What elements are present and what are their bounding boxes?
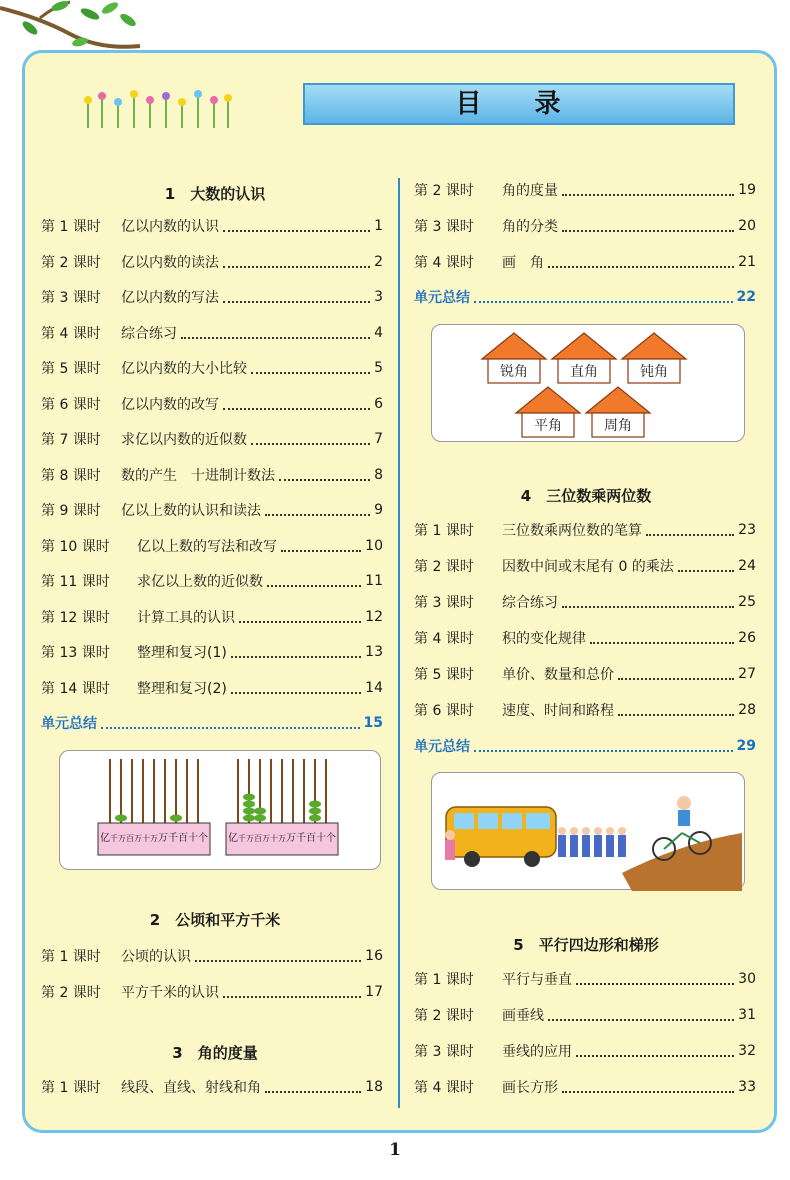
toc-entry[interactable] — [41, 393, 383, 415]
toc-entry[interactable] — [41, 606, 383, 628]
lesson-number: 第 8 课时 — [41, 468, 101, 484]
lesson-topic: 垂线的应用 — [502, 1044, 572, 1060]
lesson-topic: 平方千米的认识 — [121, 985, 219, 1001]
lesson-number: 第 4 课时 — [414, 631, 474, 647]
place-label: 万 — [286, 833, 296, 844]
lesson-topic: 求亿以上数的近似数 — [137, 574, 263, 590]
leader-dots — [101, 727, 360, 729]
leader-dots — [181, 337, 370, 339]
lesson-number: 第 12 课时 — [41, 610, 110, 626]
lesson-number: 第 1 课时 — [414, 972, 474, 988]
leader-dots — [281, 550, 361, 552]
place-label: 百 — [306, 833, 316, 844]
leader-dots — [251, 372, 370, 374]
leader-dots — [265, 1091, 361, 1093]
page-ref: 24 — [738, 558, 756, 574]
page-ref: 7 — [374, 431, 383, 447]
lesson-topic: 亿以内数的大小比较 — [121, 361, 247, 377]
leader-dots — [474, 750, 733, 752]
place-label: 千 — [296, 833, 306, 844]
tree-branch-decoration — [0, 0, 150, 55]
leader-dots — [646, 534, 734, 536]
lesson-number: 第 2 课时 — [41, 985, 101, 1001]
lesson-topic: 角的分类 — [502, 219, 558, 235]
lesson-topic: 亿以内数的读法 — [121, 255, 219, 271]
toc-entry[interactable] — [41, 286, 383, 308]
leader-dots — [562, 606, 734, 608]
page-ref: 17 — [365, 984, 383, 1000]
toc-entry[interactable] — [41, 535, 383, 557]
place-label: 十万 — [142, 834, 158, 843]
lesson-number: 第 9 课时 — [41, 503, 101, 519]
toc-entry[interactable] — [41, 428, 383, 450]
page-ref: 16 — [365, 948, 383, 964]
page-ref: 18 — [365, 1079, 383, 1095]
lesson-topic: 综合练习 — [121, 326, 177, 342]
lesson-topic: 综合练习 — [502, 595, 558, 611]
leader-dots — [590, 642, 734, 644]
leader-dots — [562, 194, 734, 196]
toc-entry[interactable] — [41, 499, 383, 521]
summary-label: 单元总结 — [414, 290, 470, 306]
toc-title-banner — [303, 83, 735, 125]
page-number: 1 — [389, 1140, 401, 1160]
lesson-topic: 画长方形 — [502, 1080, 558, 1096]
toc-entry[interactable] — [41, 215, 383, 237]
lesson-topic: 计算工具的认识 — [137, 610, 235, 626]
lesson-number: 第 14 课时 — [41, 681, 110, 697]
page-ref: 23 — [738, 522, 756, 538]
lesson-number: 第 4 课时 — [41, 326, 101, 342]
lesson-topic: 求亿以内数的近似数 — [121, 432, 247, 448]
page-ref: 3 — [374, 289, 383, 305]
unit-summary-entry[interactable] — [41, 712, 383, 734]
page-ref: 30 — [738, 971, 756, 987]
lesson-topic: 公顷的认识 — [121, 949, 191, 965]
page-ref: 21 — [738, 254, 756, 270]
abacus-illustration — [59, 750, 381, 870]
leader-dots — [195, 960, 361, 962]
toc-entry[interactable] — [41, 1076, 383, 1098]
place-label: 十 — [316, 833, 326, 844]
leader-dots — [231, 656, 361, 658]
lesson-topic: 角的度量 — [502, 183, 558, 199]
lesson-topic: 速度、时间和路程 — [502, 703, 614, 719]
lesson-topic: 亿以内数的认识 — [121, 219, 219, 235]
page-ref: 11 — [365, 573, 383, 589]
unit-summary-entry[interactable] — [414, 286, 756, 308]
abacus-left-labels — [100, 833, 208, 845]
page-ref: 10 — [365, 538, 383, 554]
lesson-number: 第 6 课时 — [414, 703, 474, 719]
house-label: 直角 — [570, 364, 598, 380]
toc-entry[interactable] — [41, 357, 383, 379]
page-ref: 27 — [738, 666, 756, 682]
page-ref: 9 — [374, 502, 383, 518]
page-ref: 28 — [738, 702, 756, 718]
leader-dots — [678, 570, 734, 572]
toc-entry[interactable] — [41, 677, 383, 699]
leader-dots — [265, 514, 370, 516]
flowers-decoration — [80, 88, 235, 130]
lesson-number: 第 2 课时 — [41, 255, 101, 271]
leader-dots — [223, 230, 370, 232]
lesson-number: 第 10 课时 — [41, 539, 110, 555]
houses-drawing — [432, 325, 746, 443]
lesson-topic: 亿以上数的认识和读法 — [121, 503, 261, 519]
leader-dots — [223, 301, 370, 303]
toc-entry[interactable] — [414, 1040, 756, 1062]
page-ref: 12 — [365, 609, 383, 625]
lesson-number: 第 1 课时 — [41, 219, 101, 235]
lesson-number: 第 11 课时 — [41, 574, 110, 590]
toc-entry[interactable] — [41, 251, 383, 273]
lesson-number: 第 13 课时 — [41, 645, 110, 661]
lesson-topic: 因数中间或末尾有 0 的乘法 — [502, 559, 674, 575]
unit-summary-entry[interactable] — [414, 735, 756, 757]
place-label: 亿 — [228, 833, 238, 844]
lesson-number: 第 3 课时 — [414, 595, 474, 611]
toc-entry[interactable] — [414, 1004, 756, 1026]
page-ref: 14 — [365, 680, 383, 696]
toc-entry[interactable] — [414, 968, 756, 990]
leader-dots — [251, 443, 370, 445]
leader-dots — [223, 408, 370, 410]
unit-3-title: 3 角的度量 — [172, 1044, 258, 1062]
unit-2-title: 2 公顷和平方千米 — [149, 911, 281, 929]
page-ref: 2 — [374, 254, 383, 270]
leader-dots — [562, 230, 734, 232]
place-label: 百万 — [126, 834, 142, 843]
toc-entry[interactable] — [414, 1076, 756, 1098]
page-ref: 1 — [374, 218, 383, 234]
bus-scene-drawing — [432, 773, 746, 891]
leader-dots — [562, 1091, 734, 1093]
toc-entry[interactable] — [41, 981, 383, 1003]
toc-entry[interactable] — [414, 663, 756, 685]
abacus-rods — [60, 751, 382, 871]
lesson-topic: 积的变化规律 — [502, 631, 586, 647]
toc-title: 目 录 — [455, 89, 583, 119]
toc-entry[interactable] — [414, 591, 756, 613]
leader-dots — [223, 996, 361, 998]
lesson-number: 第 3 课时 — [414, 219, 474, 235]
place-label: 个 — [326, 833, 336, 844]
lesson-topic: 画垂线 — [502, 1008, 544, 1024]
place-label: 百万 — [254, 834, 270, 843]
toc-entry[interactable] — [41, 570, 383, 592]
toc-entry[interactable] — [41, 641, 383, 663]
lesson-number: 第 1 课时 — [41, 949, 101, 965]
place-label: 千万 — [238, 834, 254, 843]
lesson-topic: 整理和复习(2) — [137, 681, 227, 697]
lesson-number: 第 1 课时 — [41, 1080, 101, 1096]
page-ref: 31 — [738, 1007, 756, 1023]
lesson-number: 第 4 课时 — [414, 255, 474, 271]
leader-dots — [223, 266, 370, 268]
lesson-number: 第 5 课时 — [41, 361, 101, 377]
lesson-number: 第 6 课时 — [41, 397, 101, 413]
place-label: 百 — [178, 833, 188, 844]
place-label: 万 — [158, 833, 168, 844]
place-label: 十万 — [270, 834, 286, 843]
toc-entry[interactable] — [414, 251, 756, 273]
unit-5-title: 5 平行四边形和梯形 — [513, 936, 659, 954]
toc-entry[interactable] — [414, 555, 756, 577]
house-label: 平角 — [534, 418, 562, 434]
page-ref: 5 — [374, 360, 383, 376]
toc-entry[interactable] — [41, 464, 383, 486]
column-divider — [398, 178, 400, 1108]
lesson-topic: 亿以上数的写法和改写 — [137, 539, 277, 555]
angle-houses-illustration — [431, 324, 745, 442]
lesson-number: 第 4 课时 — [414, 1080, 474, 1096]
page-ref: 26 — [738, 630, 756, 646]
lesson-topic: 数的产生 十进制计数法 — [121, 468, 275, 484]
toc-entry[interactable] — [414, 519, 756, 541]
lesson-topic: 亿以内数的改写 — [121, 397, 219, 413]
toc-entry[interactable] — [41, 322, 383, 344]
page-ref: 13 — [365, 644, 383, 660]
toc-entry[interactable] — [414, 627, 756, 649]
lesson-number: 第 3 课时 — [414, 1044, 474, 1060]
lesson-topic: 线段、直线、射线和角 — [121, 1080, 261, 1096]
lesson-topic: 平行与垂直 — [502, 972, 572, 988]
lesson-number: 第 7 课时 — [41, 432, 101, 448]
house-label: 周角 — [604, 418, 632, 434]
lesson-topic: 三位数乘两位数的笔算 — [502, 523, 642, 539]
page-ref: 32 — [738, 1043, 756, 1059]
page-ref: 6 — [374, 396, 383, 412]
abacus-right-labels — [228, 833, 336, 845]
page-ref: 19 — [738, 182, 756, 198]
place-label: 个 — [198, 833, 208, 844]
lesson-number: 第 1 课时 — [414, 523, 474, 539]
house-label: 锐角 — [500, 364, 528, 380]
page-ref: 22 — [736, 289, 756, 305]
toc-entry[interactable] — [414, 215, 756, 237]
lesson-number: 第 5 课时 — [414, 667, 474, 683]
lesson-number: 第 2 课时 — [414, 1008, 474, 1024]
leader-dots — [267, 585, 361, 587]
house-label: 钝角 — [640, 364, 668, 380]
lesson-topic: 单价、数量和总价 — [502, 667, 614, 683]
lesson-number: 第 2 课时 — [414, 559, 474, 575]
summary-label: 单元总结 — [41, 716, 97, 732]
summary-label: 单元总结 — [414, 739, 470, 755]
page-ref: 25 — [738, 594, 756, 610]
page-ref: 20 — [738, 218, 756, 234]
lesson-topic: 画 角 — [502, 255, 544, 271]
leader-dots — [548, 1019, 734, 1021]
unit-1-title: 1 大数的认识 — [164, 185, 266, 203]
lesson-topic: 整理和复习(1) — [137, 645, 227, 661]
leader-dots — [548, 266, 734, 268]
page-ref: 15 — [363, 715, 383, 731]
leader-dots — [576, 1055, 734, 1057]
leader-dots — [618, 678, 734, 680]
page-ref: 8 — [374, 467, 383, 483]
leader-dots — [576, 983, 734, 985]
lesson-topic: 亿以内数的写法 — [121, 290, 219, 306]
bus-bicycle-illustration — [431, 772, 745, 890]
leader-dots — [239, 621, 361, 623]
page-ref: 4 — [374, 325, 383, 341]
lesson-number: 第 3 课时 — [41, 290, 101, 306]
leader-dots — [474, 301, 733, 303]
place-label: 千 — [168, 833, 178, 844]
leader-dots — [231, 692, 361, 694]
place-label: 亿 — [100, 833, 110, 844]
lesson-number: 第 2 课时 — [414, 183, 474, 199]
toc-entry[interactable] — [414, 179, 756, 201]
toc-entry[interactable] — [41, 945, 383, 967]
leader-dots — [618, 714, 734, 716]
page-ref: 29 — [736, 738, 756, 754]
unit-4-title: 4 三位数乘两位数 — [520, 487, 652, 505]
place-label: 十 — [188, 833, 198, 844]
place-label: 千万 — [110, 834, 126, 843]
leader-dots — [279, 479, 370, 481]
page-ref: 33 — [738, 1079, 756, 1095]
toc-entry[interactable] — [414, 699, 756, 721]
